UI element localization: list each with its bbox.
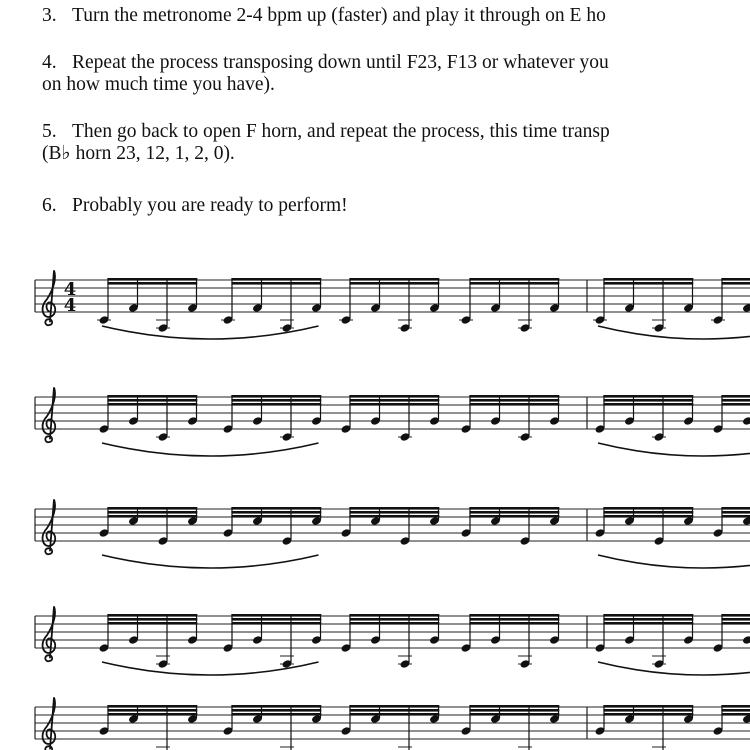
beam [603,278,693,281]
beam [231,618,321,621]
beam [231,395,321,398]
note-head [742,635,750,645]
beam [603,507,693,510]
beam [107,399,197,402]
beam [469,622,559,625]
beam [231,709,321,712]
beam [603,511,693,514]
instruction-text: Then go back to open F horn, and repeat the process, this time transp [72,121,610,142]
beam [107,511,197,514]
beam [107,705,197,708]
beam [469,403,559,406]
beam [469,511,559,514]
beam [603,403,693,406]
beam [469,399,559,402]
beam [469,618,559,621]
beam [231,622,321,625]
beam [349,614,439,617]
beam [349,713,439,716]
beam [349,507,439,510]
beam [721,507,750,510]
beam [231,399,321,402]
beam [469,713,559,716]
beam [349,705,439,708]
instruction-text: Probably you are ready to perform! [72,195,348,216]
beam [721,511,750,514]
slur [598,555,750,568]
beam [231,713,321,716]
beam [231,282,321,285]
beam [603,399,693,402]
beam [469,395,559,398]
treble-clef-icon [43,606,56,661]
beam [603,713,693,716]
beam [107,614,197,617]
beam [469,515,559,518]
beam [721,282,750,285]
beam [469,507,559,510]
treble-clef-icon [43,697,56,750]
instruction-number: 5. [42,121,57,142]
staff-system [35,697,750,750]
beam [721,705,750,708]
beam [721,618,750,621]
beam [349,709,439,712]
beam [349,395,439,398]
beam [349,403,439,406]
beam [721,399,750,402]
beam [603,622,693,625]
beam [231,278,321,281]
beam [231,403,321,406]
beam [469,709,559,712]
beam [721,403,750,406]
beam [469,614,559,617]
beam [107,515,197,518]
beam [721,622,750,625]
beam [231,507,321,510]
beam [231,515,321,518]
beam [721,395,750,398]
beam [603,614,693,617]
instruction-text-continued: (B♭ horn 23, 12, 1, 2, 0). [42,143,235,164]
beam [107,282,197,285]
beam [107,507,197,510]
beam [469,278,559,281]
beam [107,709,197,712]
beam [107,618,197,621]
beam [603,618,693,621]
beam [469,282,559,285]
slur [598,443,750,456]
slur [102,443,319,456]
beam [603,395,693,398]
beam [107,713,197,716]
time-signature-numerator: 4 [63,279,77,300]
beam [603,515,693,518]
beam [721,709,750,712]
instruction-text-continued: on how much time you have). [42,74,275,95]
beam [349,618,439,621]
beam [349,515,439,518]
beam [603,282,693,285]
beam [603,705,693,708]
beam [231,705,321,708]
slur [102,555,319,568]
slur [598,662,750,675]
instruction-text: Repeat the process transposing down until F23, F13 or whatever you [72,52,609,73]
treble-clef-icon [43,387,56,442]
slur [598,326,750,339]
beam [349,399,439,402]
treble-clef-icon [43,270,56,325]
beam [107,622,197,625]
beam [721,515,750,518]
staff-system [35,499,750,568]
beam [469,705,559,708]
instruction-number: 6. [42,195,57,216]
staff-system [35,606,750,675]
instruction-number: 3. [42,5,57,26]
beam [107,278,197,281]
beam [231,614,321,617]
beam [349,622,439,625]
note-head [742,303,750,313]
instruction-text: Turn the metronome 2-4 bpm up (faster) and play it through on E ho [72,5,606,26]
instruction-number: 4. [42,52,57,73]
staff-system [35,270,750,339]
beam [721,713,750,716]
time-signature-denominator: 4 [63,295,77,316]
beam [231,511,321,514]
staff-system [35,387,750,456]
beam [107,403,197,406]
beam [603,709,693,712]
beam [721,614,750,617]
beam [107,395,197,398]
beam [349,511,439,514]
beam [349,278,439,281]
treble-clef-icon [43,499,56,554]
beam [349,282,439,285]
note-head [742,416,750,426]
beam [721,278,750,281]
